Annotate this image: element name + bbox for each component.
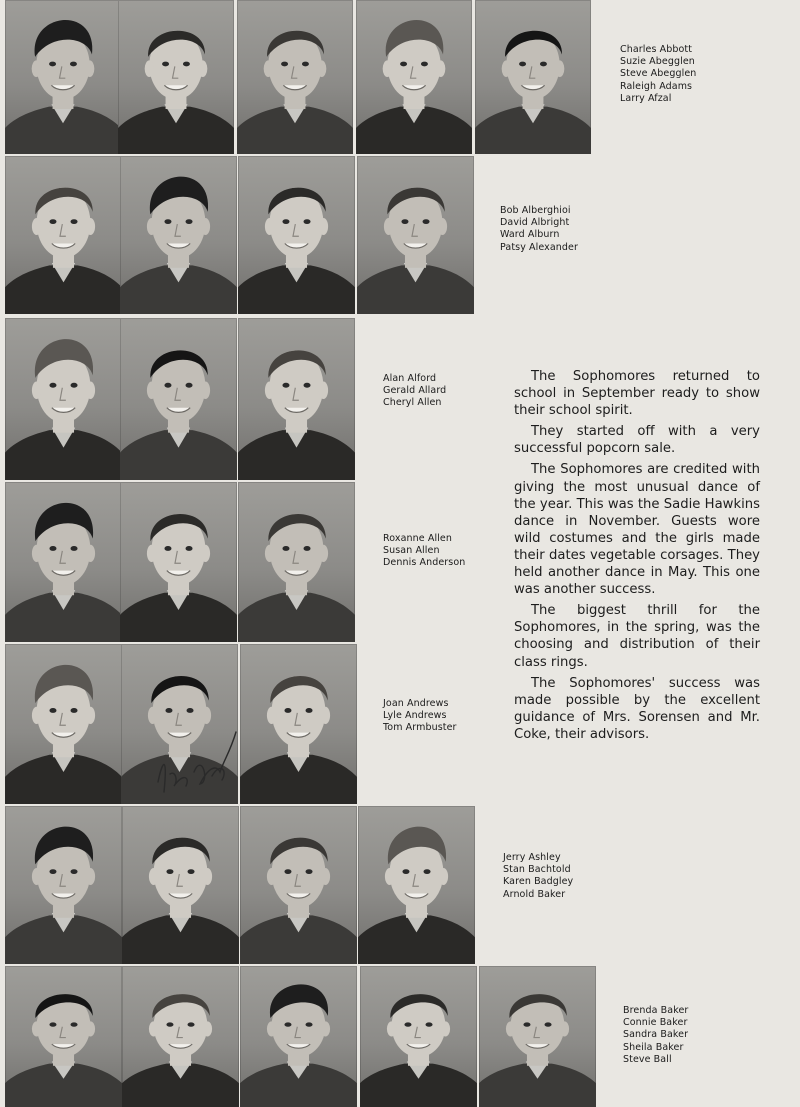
student-name: Tom Armbuster: [383, 722, 457, 734]
student-name: Raleigh Adams: [620, 80, 693, 92]
student-portrait: [479, 966, 596, 1107]
student-name: Gerald Allard: [383, 385, 447, 397]
name-list: [383, 533, 465, 570]
student-name: Arnold Baker: [503, 888, 566, 900]
student-portrait: [122, 966, 239, 1107]
student-name: Karen Badgley: [503, 876, 574, 888]
student-portrait: [5, 644, 122, 804]
student-portrait: [240, 966, 357, 1107]
name-list: [383, 373, 446, 410]
student-portrait: [360, 966, 477, 1107]
name-list: [620, 44, 696, 105]
student-portrait: [5, 806, 122, 964]
student-name: Steve Abegglen: [620, 68, 697, 80]
article-paragraph-2: They started off with a very successful popcorn sale.: [514, 424, 760, 457]
student-portrait: [358, 806, 475, 964]
article-paragraph-4: The biggest thrill for the Sophomores, in the spring, was the choosing and distribution of their class rings.: [514, 603, 760, 670]
student-name: Joan Andrews: [383, 698, 449, 709]
name-list: [383, 698, 457, 735]
student-portrait: [120, 318, 237, 480]
student-portrait: [5, 0, 121, 154]
student-name: Charles Abbott: [620, 44, 693, 55]
student-name: Roxanne Allen: [383, 533, 452, 544]
student-name: Patsy Alexander: [500, 241, 579, 253]
student-portrait: [120, 482, 237, 642]
student-portrait: [5, 318, 122, 480]
student-name: Susan Allen: [383, 545, 440, 557]
student-portrait: [118, 0, 234, 154]
student-name: Cheryl Allen: [383, 397, 442, 409]
name-list: [623, 1005, 688, 1066]
student-portrait: [238, 482, 355, 642]
student-portrait: [475, 0, 591, 154]
student-name: Alan Alford: [383, 373, 437, 384]
student-name: Jerry Ashley: [503, 852, 561, 863]
handwritten-signature: [150, 712, 245, 802]
student-name: Bob Alberghioi: [500, 205, 571, 216]
student-name: Sheila Baker: [623, 1041, 684, 1053]
article-paragraph-1: The Sophomores returned to school in September ready to show their school spirit.: [514, 369, 760, 419]
student-portrait: [5, 156, 122, 314]
student-name: David Albright: [500, 217, 570, 229]
name-list: [500, 205, 578, 254]
student-portrait: [120, 156, 237, 314]
student-portrait: [240, 806, 357, 964]
student-portrait: [238, 156, 355, 314]
article-paragraph-5: The Sophomores' success was made possible by the excellent guidance of Mrs. Sorensen and Mr. Coke, their advisors.: [514, 675, 760, 742]
student-portrait: [240, 644, 357, 804]
student-portrait: [356, 0, 472, 154]
student-name: Suzie Abegglen: [620, 56, 695, 68]
student-portrait: [5, 966, 122, 1107]
student-name: Dennis Anderson: [383, 557, 466, 569]
article-paragraph-3: The Sophomores are credited with giving the most unusual dance of the year. This was the Sadie Hawkins dance in November. Guests wore wild costumes and the girls made their dates vegetable corsages. They held another dance in May. This one was another success.: [514, 462, 760, 598]
student-portrait: [237, 0, 353, 154]
student-portrait: [5, 482, 122, 642]
name-list: [503, 852, 573, 901]
student-name: Sandra Baker: [623, 1029, 689, 1041]
article-text: [514, 368, 760, 747]
student-name: Lyle Andrews: [383, 710, 447, 722]
student-name: Connie Baker: [623, 1017, 688, 1029]
student-name: Ward Alburn: [500, 229, 560, 241]
student-name: Brenda Baker: [623, 1005, 689, 1016]
student-name: Stan Bachtold: [503, 864, 571, 876]
student-portrait: [357, 156, 474, 314]
student-portrait: [238, 318, 355, 480]
student-name: Steve Ball: [623, 1053, 672, 1065]
student-portrait: [122, 806, 239, 964]
student-name: Larry Afzal: [620, 92, 672, 104]
